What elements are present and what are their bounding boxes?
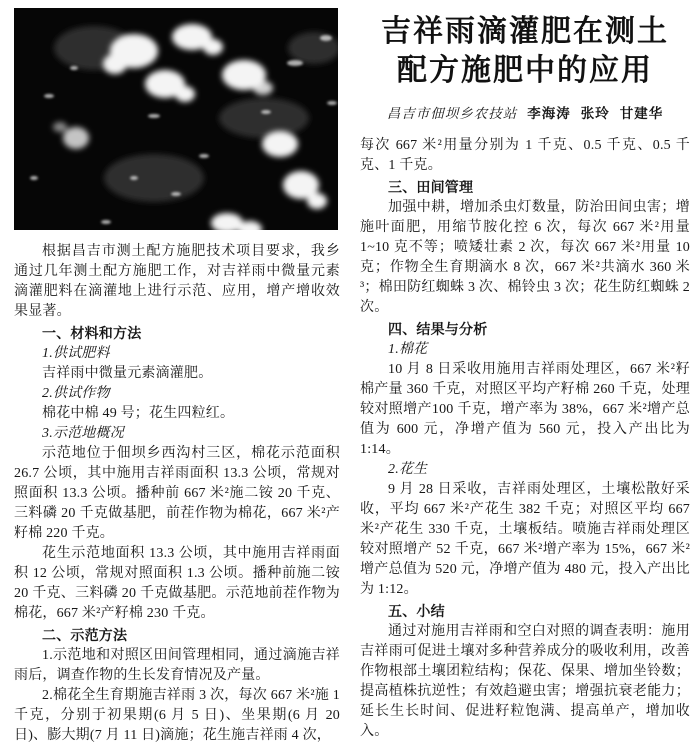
- article-title-line1: 吉祥雨滴灌肥在测土: [381, 15, 669, 48]
- author-name: 甘建华: [619, 106, 664, 121]
- paragraph: 10 月 8 日采收用施用吉祥雨处理区，667 米²籽棉产量 360 千克，对照区平均产籽棉 260 千克，处理较对照增产100 千克，增产率为 38%，667 米²增产总值为 600 元，净增产值为 560 元，投入产出比为 1:14。: [360, 362, 690, 457]
- subsection-heading: 1.棉花: [388, 342, 428, 357]
- subsection-heading: 2.花生: [388, 462, 428, 477]
- paragraph: 花生示范地面积 13.3 公顷，其中施用吉祥雨面积 12 公顷，常规对照面积 1.3 公顷。播种前施二铵 20 千克、三料磷 20 千克做基肥。示范地前茬作物为棉花，667 米²产籽棉 230 千克。: [14, 546, 340, 621]
- paragraph: 1.示范地和对照区田间管理相同，通过滴施吉祥雨后，调查作物的生长发育情况及产量。: [14, 648, 340, 683]
- byline: [360, 105, 690, 123]
- paragraph-continuation: 每次 667 米²用量分别为 1 千克、0.5 千克、0.5 千克、1 千克。: [360, 138, 690, 173]
- paragraph: 棉花中棉 49 号；花生四粒红。: [42, 406, 235, 421]
- section-heading: 四、结果与分析: [388, 321, 488, 337]
- paragraph: 根据昌吉市测土配方施肥技术项目要求，我乡通过几年测土配方施肥工作，对吉祥雨中微量元素滴灌肥料在滴灌地上进行示范、应用，增产增收效果显著。: [14, 244, 340, 319]
- article-title-line2: 配方施肥中的应用: [397, 54, 653, 87]
- author-affiliation: 昌吉市佃坝乡农技站: [386, 106, 518, 121]
- article-title: [360, 12, 690, 90]
- section-heading: 三、田间管理: [388, 179, 474, 195]
- section-heading: 五、小结: [388, 603, 445, 619]
- cotton-bolls-photo-graphic: [14, 8, 338, 230]
- paragraph: 吉祥雨中微量元素滴灌肥。: [42, 366, 213, 381]
- paragraph: 示范地位于佃坝乡西沟村三区，棉花示范面积 26.7 公顷，其中施用吉祥雨面积 13.3 公顷，常规对照面积 13.3 公顷。播种前 667 米²施二铵 20 千克、三料磷 20 千克做基肥，前茬作物为棉花，667 米²产籽棉 220 千克。: [14, 446, 340, 541]
- author-names: [527, 106, 663, 121]
- section-heading: 一、材料和方法: [42, 325, 142, 341]
- paragraph: 通过对施用吉祥雨和空白对照的调查表明：施用吉祥雨可促进土壤对多种营养成分的吸收利用，改善作物根部土壤团粒结构；保花、保果、增加坐铃数；提高植株抗逆性；有效趋避虫害；增强抗衰老能力；延长生长时间、促进籽粒饱满、提高单产，增加收入。: [360, 624, 690, 739]
- paragraph: 2.棉花全生育期施吉祥雨 3 次，每次 667 米²施 1 千克，分别于初果期(6 月 5 日)、坐果期(6 月 20 日)、膨大期(7 月 11 日)滴施；花生施吉祥雨 4 次，: [14, 688, 340, 743]
- right-column: [360, 8, 690, 746]
- paragraph: 9 月 28 日采收，吉祥雨处理区，土壤松散好采收，平均 667 米²产花生 382 千克；对照区平均 667 米²产花生 330 千克，土壤板结。喷施吉祥雨处理区较对照增产 52 千克，667 米²增产率为 15%，667 米²增产总值为 520 元，净增产值为 480 元，投入产出比为 1:12。: [360, 482, 690, 597]
- cotton-bolls-photo: [14, 8, 338, 230]
- section-heading: 二、示范方法: [42, 627, 128, 643]
- author-name: 张玲: [580, 106, 610, 121]
- subsection-heading: 3.示范地概况: [42, 426, 124, 441]
- author-name: 李海涛: [527, 106, 571, 121]
- paragraph: 加强中耕，增加杀虫灯数量，防治田间虫害；增施叶面肥，用缩节胺化控 6 次，每次 667 米²用量 1~10 克不等；喷矮壮素 2 次，每次 667 米²用量 10 克；作物全生育期滴水 8 次，667 米²共滴水 360 米³；棉田防红蜘蛛 3 次、棉铃虫 3 次；花生防红蜘蛛 2 次。: [360, 200, 690, 315]
- two-column-layout: [14, 8, 690, 746]
- left-column: [14, 8, 340, 746]
- subsection-heading: 1.供试肥料: [42, 346, 110, 361]
- subsection-heading: 2.供试作物: [42, 386, 110, 401]
